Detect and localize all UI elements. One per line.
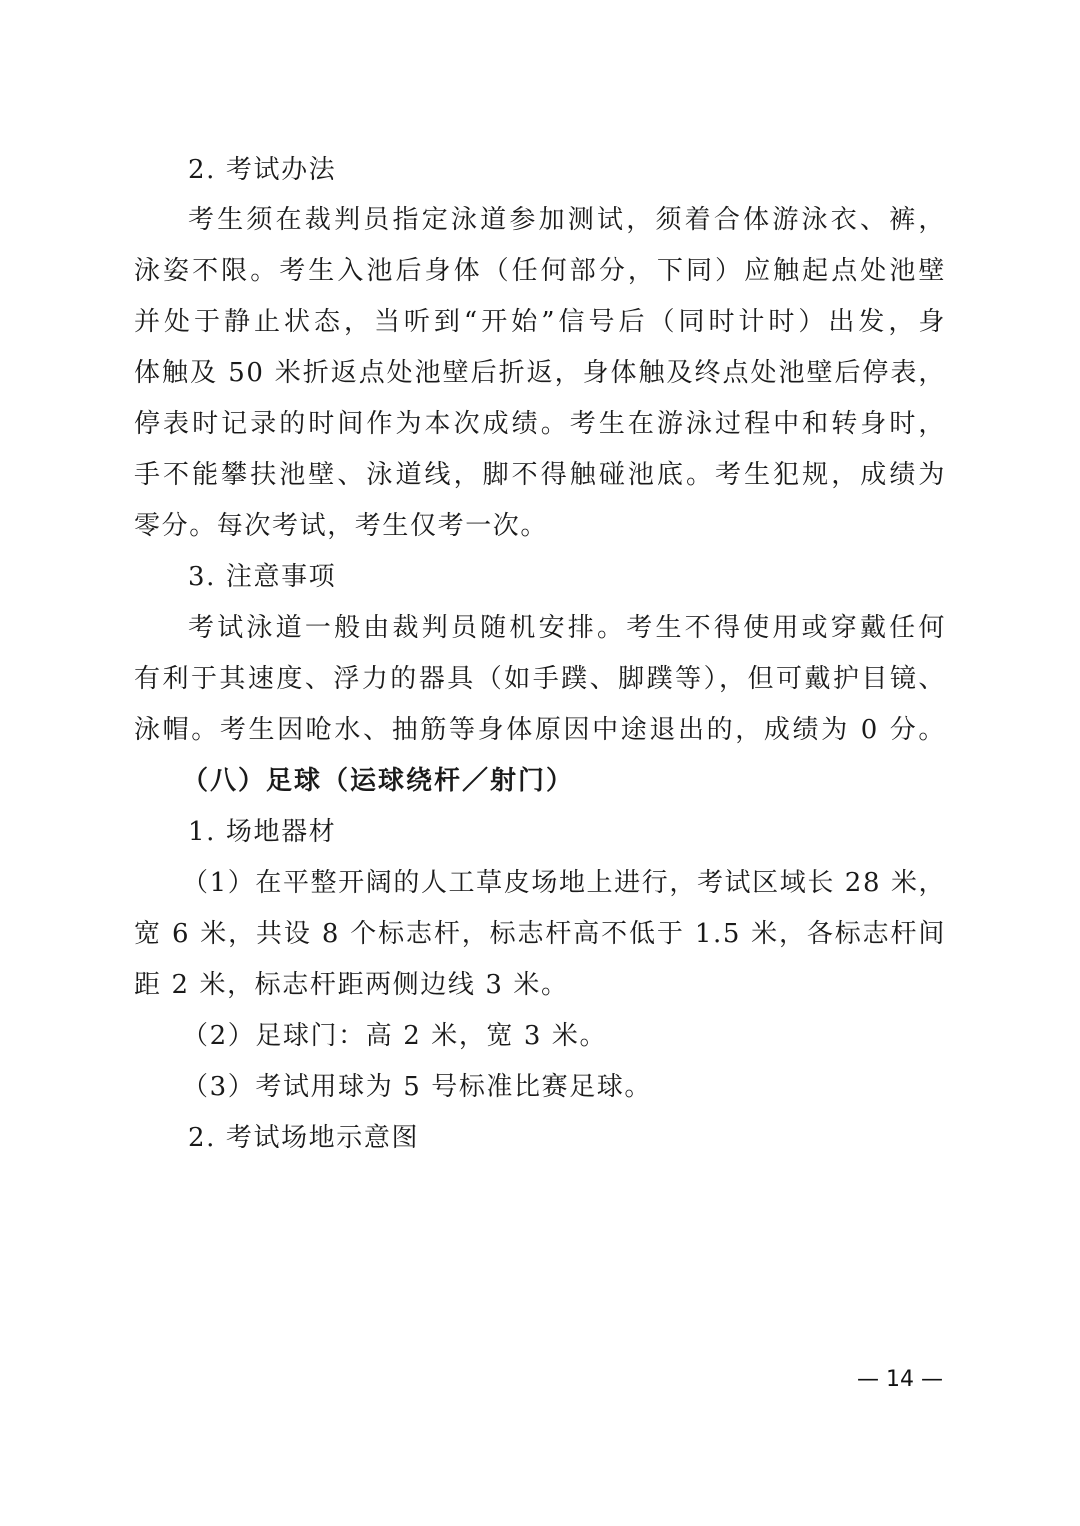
paragraph-line: （1）在平整开阔的人工草皮场地上进行，考试区域长 28 米，: [182, 868, 947, 898]
section-heading-football: （八）足球（运球绕杆／射门）: [182, 766, 575, 796]
paragraph-line: 手不能攀扶池壁、泳道线，脚不得触碰池底。考生犯规，成绩为: [134, 460, 946, 490]
paragraph-line: 零分。每次考试，考生仅考一次。: [134, 511, 549, 541]
subheading-venue-equipment: 1. 场地器材: [188, 817, 337, 847]
subheading-exam-method: 2. 考试办法: [188, 155, 337, 185]
page-number: — 14 —: [857, 1367, 943, 1392]
paragraph-line: 宽 6 米，共设 8 个标志杆，标志杆高不低于 1.5 米，各标志杆间: [134, 919, 946, 949]
paragraph-line: 有利于其速度、浮力的器具（如手蹼、脚蹼等），但可戴护目镜、: [134, 664, 946, 694]
paragraph-line: 泳帽。考生因呛水、抽筋等身体原因中途退出的，成绩为 0 分。: [134, 715, 946, 745]
paragraph-line: 泳姿不限。考生入池后身体（任何部分，下同）应触起点处池壁: [134, 256, 946, 286]
paragraph-line: （2）足球门：高 2 米，宽 3 米。: [182, 1021, 608, 1051]
paragraph-line: 考试泳道一般由裁判员随机安排。考生不得使用或穿戴任何: [188, 613, 946, 643]
paragraph-line: （3）考试用球为 5 号标准比赛足球。: [182, 1072, 653, 1102]
subheading-venue-diagram: 2. 考试场地示意图: [188, 1123, 420, 1153]
paragraph-line: 距 2 米，标志杆距两侧边线 3 米。: [134, 970, 569, 1000]
paragraph-line: 并处于静止状态，当听到“开始”信号后（同时计时）出发，身: [134, 307, 946, 337]
paragraph-line: 停表时记录的时间作为本次成绩。考生在游泳过程中和转身时，: [134, 409, 946, 439]
paragraph-line: 考生须在裁判员指定泳道参加测试，须着合体游泳衣、裤，: [188, 205, 946, 235]
paragraph-line: 体触及 50 米折返点处池壁后折返，身体触及终点处池壁后停表，: [134, 358, 946, 388]
subheading-notes: 3. 注意事项: [188, 562, 337, 592]
